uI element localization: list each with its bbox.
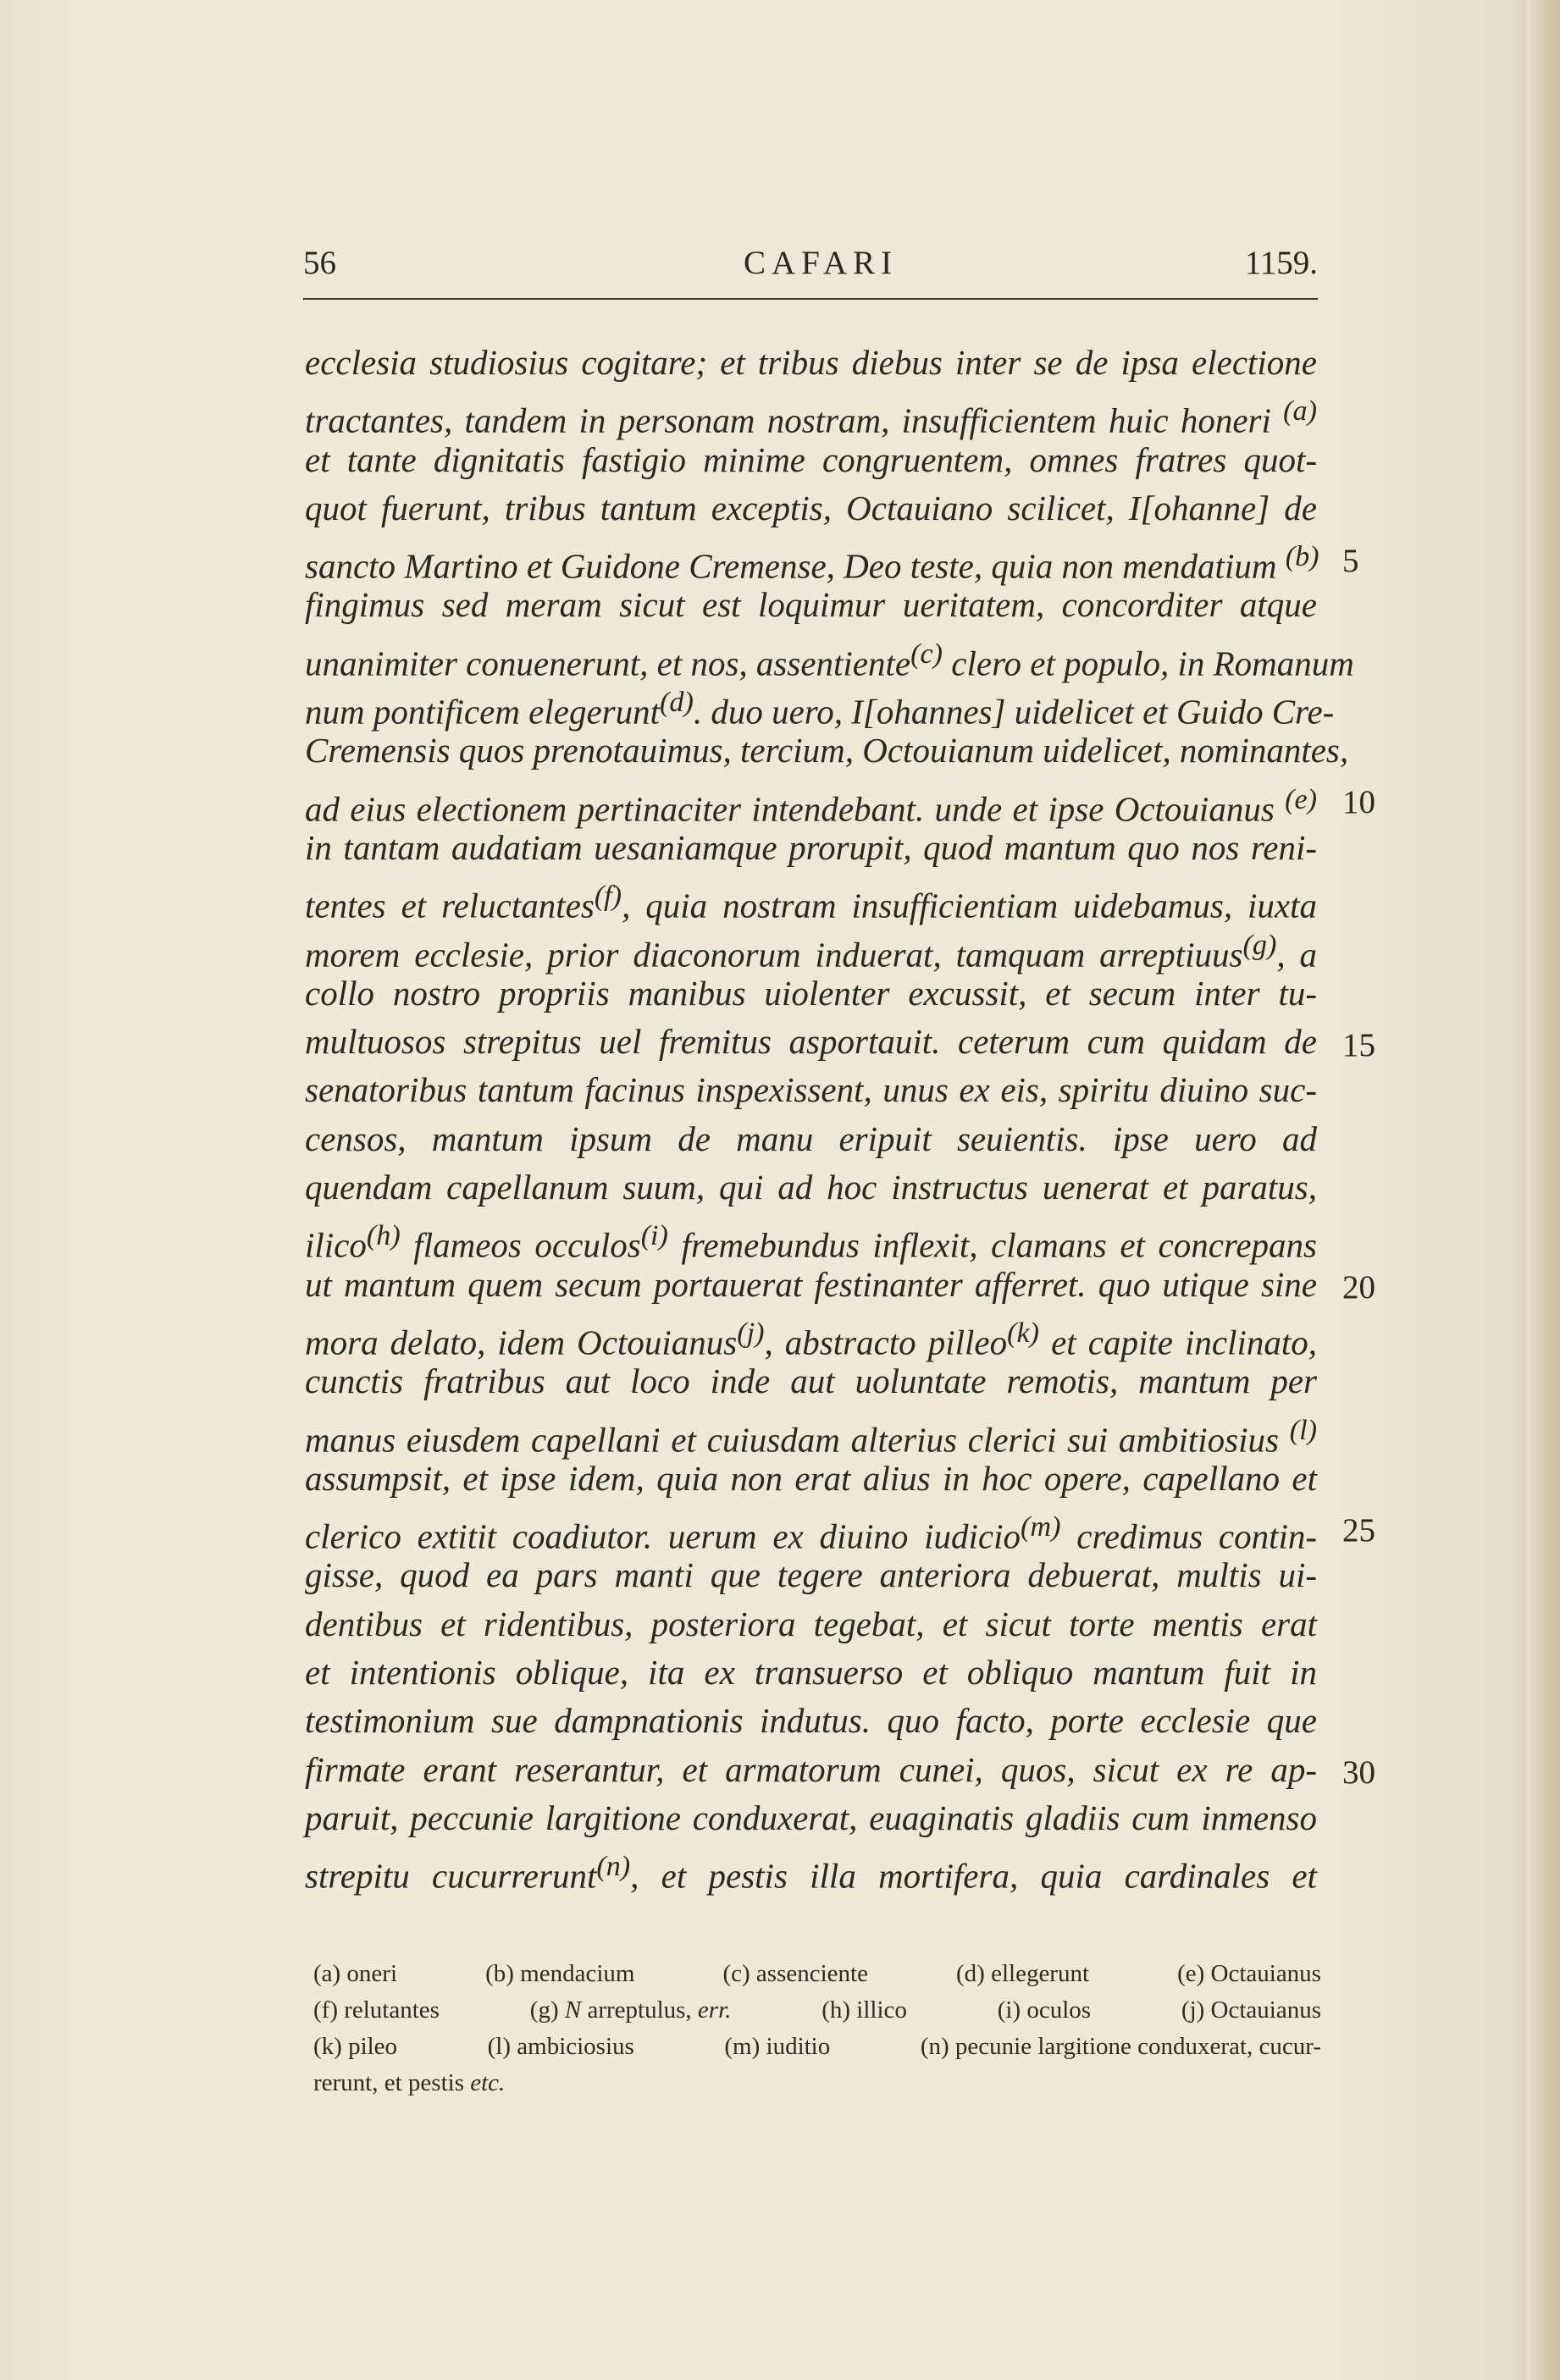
- header-rule: [303, 298, 1318, 300]
- line-number: 25: [1342, 1512, 1375, 1549]
- footnotes: [313, 1956, 1321, 2101]
- text-line: tentes et reluctantes$^{(f)}$, quia nostram insufficientiam uidebamus, iuxta: [305, 881, 1318, 925]
- footnote: (m) iuditio: [724, 2033, 831, 2060]
- text-line: senatoribus tantum facinus inspexissent, unus ex eis, spiritu diuino suc-: [305, 1070, 1317, 1110]
- text-line: firmate erant reserantur, et armatorum cunei, quos, sicut ex re ap-: [305, 1749, 1317, 1789]
- text-line: fingimus sed meram sicut est loquimur ueritatem, concorditer atque: [305, 585, 1317, 625]
- footnote: (e) Octauianus: [1177, 1960, 1321, 1987]
- text-line: collo nostro propriis manibus uiolenter excussit, et secum inter tu-: [305, 973, 1317, 1013]
- footnote: (n) pecunie largitione conduxerat, cucur-: [920, 2033, 1321, 2060]
- text-line: morem ecclesie, prior diaconorum induerat, tamquam arreptiuus$^{(g)}$, a: [305, 929, 1318, 975]
- footnote: (h) illico: [821, 1996, 907, 2024]
- footnote: (g) N arreptulus, err.: [529, 1996, 732, 2024]
- page-number: 56: [303, 245, 336, 281]
- text-line: mora delato, idem Octouianus$^{(j)}$, abstracto pilleo$^{(k)}$ et capite inclinato,: [305, 1317, 1317, 1362]
- footnote: rerunt, et pestis etc.: [313, 2069, 506, 2096]
- text-line: strepitu cucurrerunt$^{(n)}$, et pestis illa mortifera, quia cardinales et: [305, 1851, 1318, 1896]
- footnote: (a) oneri: [313, 1960, 398, 1987]
- main-text: [305, 339, 1354, 1896]
- line-number: 15: [1342, 1027, 1375, 1063]
- line-number: 10: [1342, 784, 1375, 820]
- text-line: et intentionis oblique, ita ex transuerso et obliquo mantum fuit in: [305, 1653, 1317, 1693]
- running-title: CAFARI: [744, 245, 899, 281]
- footnote: (l) ambiciosius: [487, 2033, 634, 2060]
- line-number: 30: [1342, 1754, 1375, 1791]
- text-line: clerico extitit coadiutor. uerum ex diuino iudicio$^{(m)}$ credimus contin-: [305, 1511, 1318, 1556]
- footnote: (i) oculos: [997, 1996, 1092, 2024]
- footnote: (k) pileo: [313, 2033, 398, 2060]
- footnote: (c) assenciente: [722, 1960, 868, 1987]
- text-line: testimonium sue dampnationis indutus. quo facto, porte ecclesie que: [305, 1701, 1317, 1741]
- footnote: (f) relutantes: [313, 1996, 440, 2024]
- footnote: (j) Octauianus: [1181, 1996, 1321, 2024]
- footnote: (d) ellegerunt: [956, 1960, 1090, 1987]
- footnote-row: [313, 1992, 1321, 2029]
- text-line: ad eius electionem pertinaciter intendebant. unde et ipse Octouianus $^{(e)}$: [305, 783, 1318, 829]
- text-line: num pontificem elegerunt$^{(d)}$. duo uero, I[ohannes] uidelicet et Guido Cre-: [305, 687, 1335, 732]
- text-line: tractantes, tandem in personam nostram, insufficientem huic honeri $^{(a)}$: [305, 395, 1317, 440]
- text-line: sancto Martino et Guidone Cremense, Deo teste, quia non mendatium $^{(b)}$: [305, 541, 1319, 586]
- text-line: et tante dignitatis fastigio minime congruentem, omnes fratres quot-: [305, 439, 1317, 479]
- text-line: ut mantum quem secum portauerat festinanter afferret. quo utique sine: [305, 1264, 1317, 1304]
- text-line: paruit, peccunie largitione conduxerat, euaginatis gladiis cum inmenso: [305, 1797, 1317, 1837]
- text-line: cunctis fratribus aut loco inde aut uoluntate remotis, mantum per: [305, 1361, 1317, 1401]
- text-line: ilico$^{(h)}$ flameos occulos$^{(i)}$ fremebundus inflexit, clamans et concrepans: [305, 1220, 1317, 1265]
- page-edge: [1526, 0, 1560, 2380]
- footnote-row: [313, 1956, 1321, 1992]
- running-header: [303, 244, 1319, 295]
- text-line: dentibus et ridentibus, posteriora tegebat, et sicut torte mentis erat: [305, 1604, 1317, 1643]
- header-year: 1159.: [1244, 245, 1318, 281]
- text-line: multuosos strepitus uel fremitus asportauit. ceterum cum quidam de: [305, 1022, 1317, 1062]
- text-line: manus eiusdem capellani et cuiusdam alterius clerici sui ambitiosius $^{(l)}$: [305, 1414, 1318, 1460]
- text-line: Cremensis quos prenotauimus, tercium, Octouianum uidelicet, nominantes,: [305, 731, 1349, 770]
- footnote-row: [313, 2065, 1321, 2101]
- footnote-row: [313, 2029, 1321, 2065]
- text-line: unanimiter conuenerunt, et nos, assentiente$^{(c)}$ clero et populo, in Romanum: [305, 638, 1354, 683]
- text-line: quendam capellanum suum, qui ad hoc instructus uenerat et paratus,: [305, 1168, 1317, 1207]
- text-line: assumpsit, et ipse idem, quia non erat alius in hoc opere, capellano et: [305, 1458, 1317, 1498]
- text-line: in tantam audatiam uesaniamque prorupit, quod mantum quo nos reni-: [305, 827, 1317, 867]
- line-number: 20: [1342, 1269, 1375, 1306]
- text-line: ecclesia studiosius cogitare; et tribus diebus inter se de ipsa electione: [305, 343, 1317, 382]
- text-line: quot fuerunt, tribus tantum exceptis, Octauiano scilicet, I[ohanne] de: [305, 488, 1317, 527]
- footnote: (b) mendacium: [485, 1960, 635, 1987]
- line-number: 5: [1342, 543, 1359, 579]
- text-line: censos, mantum ipsum de manu eripuit seuientis. ipse uero ad: [305, 1118, 1317, 1158]
- text-line: gisse, quod ea pars manti que tegere anteriora debuerat, multis ui-: [305, 1555, 1317, 1595]
